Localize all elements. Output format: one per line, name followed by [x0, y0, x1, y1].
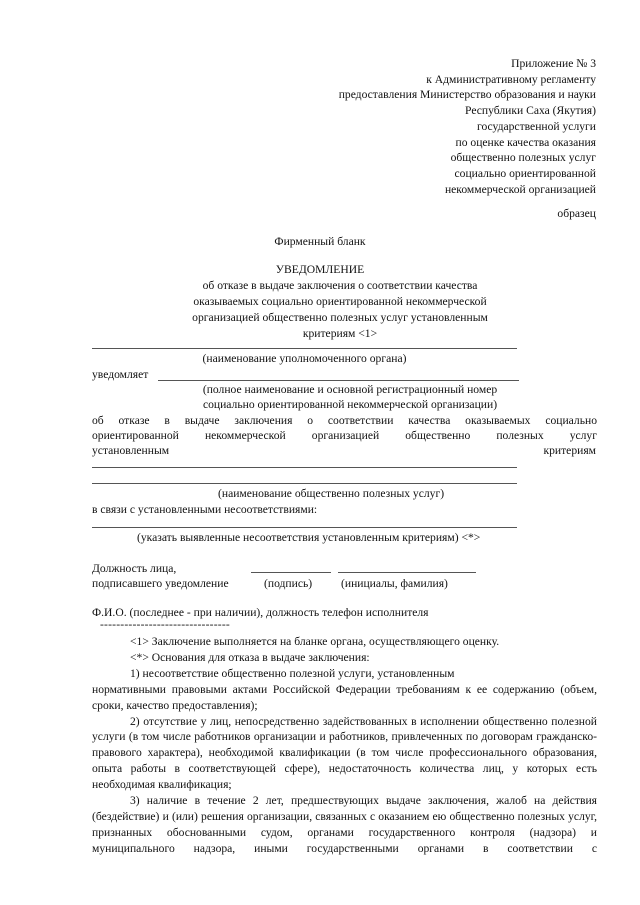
annex-line: к Административному регламенту: [426, 72, 596, 86]
organization-caption-1: (полное наименование и основной регистрационный номер: [202, 383, 498, 396]
subtitle-line: организацией общественно полезных услуг установленным: [192, 311, 488, 324]
services-blank-line-1: [92, 467, 517, 468]
annex-line: предоставления Министерство образования и науки: [338, 88, 596, 102]
annex-line: Приложение № 3: [511, 57, 596, 70]
letterhead-label: Фирменный бланк: [274, 235, 366, 248]
refusal-text-line-3-left: установленным: [92, 444, 170, 457]
initials-caption: (инициалы, фамилия): [341, 577, 448, 590]
services-caption: (наименование общественно полезных услуг): [218, 487, 445, 500]
executor-line: Ф.И.О. (последнее - при наличии), должность телефон исполнителя: [92, 606, 429, 619]
document-subtitle: [140, 278, 540, 342]
notifies-label: уведомляет: [92, 368, 149, 381]
annex-line: некоммерческой организацией: [444, 182, 596, 196]
initials-blank-line: [338, 572, 476, 573]
position-label-2: подписавшего уведомление: [92, 577, 229, 590]
mismatch-caption: (указать выявленные несоответствия установленным критериям) <*>: [137, 531, 481, 544]
mismatch-blank-line: [92, 527, 517, 528]
reason-label: в связи с установленными несоответствиями:: [92, 503, 318, 516]
annex-line: государственной услуги: [476, 119, 596, 133]
annex-header: [250, 56, 596, 197]
footnotes: [92, 634, 597, 857]
position-label-1: Должность лица,: [92, 562, 177, 575]
reason-item-2: 2) отсутствие у лиц, непосредственно задействованных в исполнении общественно полезной услуги (в том числе работников организации и работников, привлеченных по договорам гражданско-правового характера), необходимой квалификации (в том числе профессионального образования, опыта работы в соответствующей сфере), недостаточность количества лиц, у которых есть необходимая квалификация;: [92, 714, 597, 792]
annex-line: по оценке качества оказания: [455, 135, 596, 149]
reason-item-1-rest: нормативными правовыми актами Российской Федерации требованиям к ее содержанию (объем, сроки, качество предоставления);: [92, 682, 597, 712]
footnote-1: <1> Заключение выполняется на бланке органа, осуществляющего оценку.: [130, 635, 500, 648]
footnote-separator: --------------------------------: [100, 618, 230, 631]
refusal-text-line-2: ориентированной некоммерческой организацией общественно полезных услуг: [92, 429, 597, 442]
subtitle-line: критериям <1>: [302, 327, 378, 340]
subtitle-line: оказываемых социально ориентированной некоммерческой: [193, 295, 487, 308]
document-title: УВЕДОМЛЕНИЕ: [275, 263, 365, 276]
reason-item-3: 3) наличие в течение 2 лет, предшествующих выдаче заключения, жалоб на действия (бездействие) и (или) решения организации, связанных с оказанием ею общественно полезных услуг, признанных обоснованными судом, органами государственного контроля (надзора) и муниципального надзора, иными государственными органами в соответствии с: [92, 794, 597, 855]
annex-line: общественно полезных услуг: [450, 151, 596, 165]
reason-item-1-first-line: 1) несоответствие общественно полезной услуги, установленным: [130, 666, 455, 680]
refusal-text-line-3-right: критериям: [543, 444, 596, 457]
sample-label: образец: [557, 207, 596, 220]
organization-caption-2: социально ориентированной некоммерческой организации): [202, 398, 498, 411]
signature-blank-line: [251, 572, 331, 573]
organization-blank-line: [158, 380, 519, 381]
refusal-text-line-1: об отказе в выдаче заключения о соответствии качества оказываемых социально: [92, 414, 597, 427]
annex-line: социально ориентированной: [454, 166, 596, 180]
authority-blank-line: [92, 348, 517, 349]
signature-caption: (подпись): [264, 577, 313, 590]
annex-line: Республики Саха (Якутия): [465, 104, 596, 118]
subtitle-line: об отказе в выдаче заключения о соответствии качества: [202, 279, 478, 292]
services-blank-line-2: [92, 483, 517, 484]
authority-caption: (наименование уполномоченного органа): [202, 352, 407, 365]
footnote-asterisk: <*> Основания для отказа в выдаче заключения:: [130, 650, 370, 664]
